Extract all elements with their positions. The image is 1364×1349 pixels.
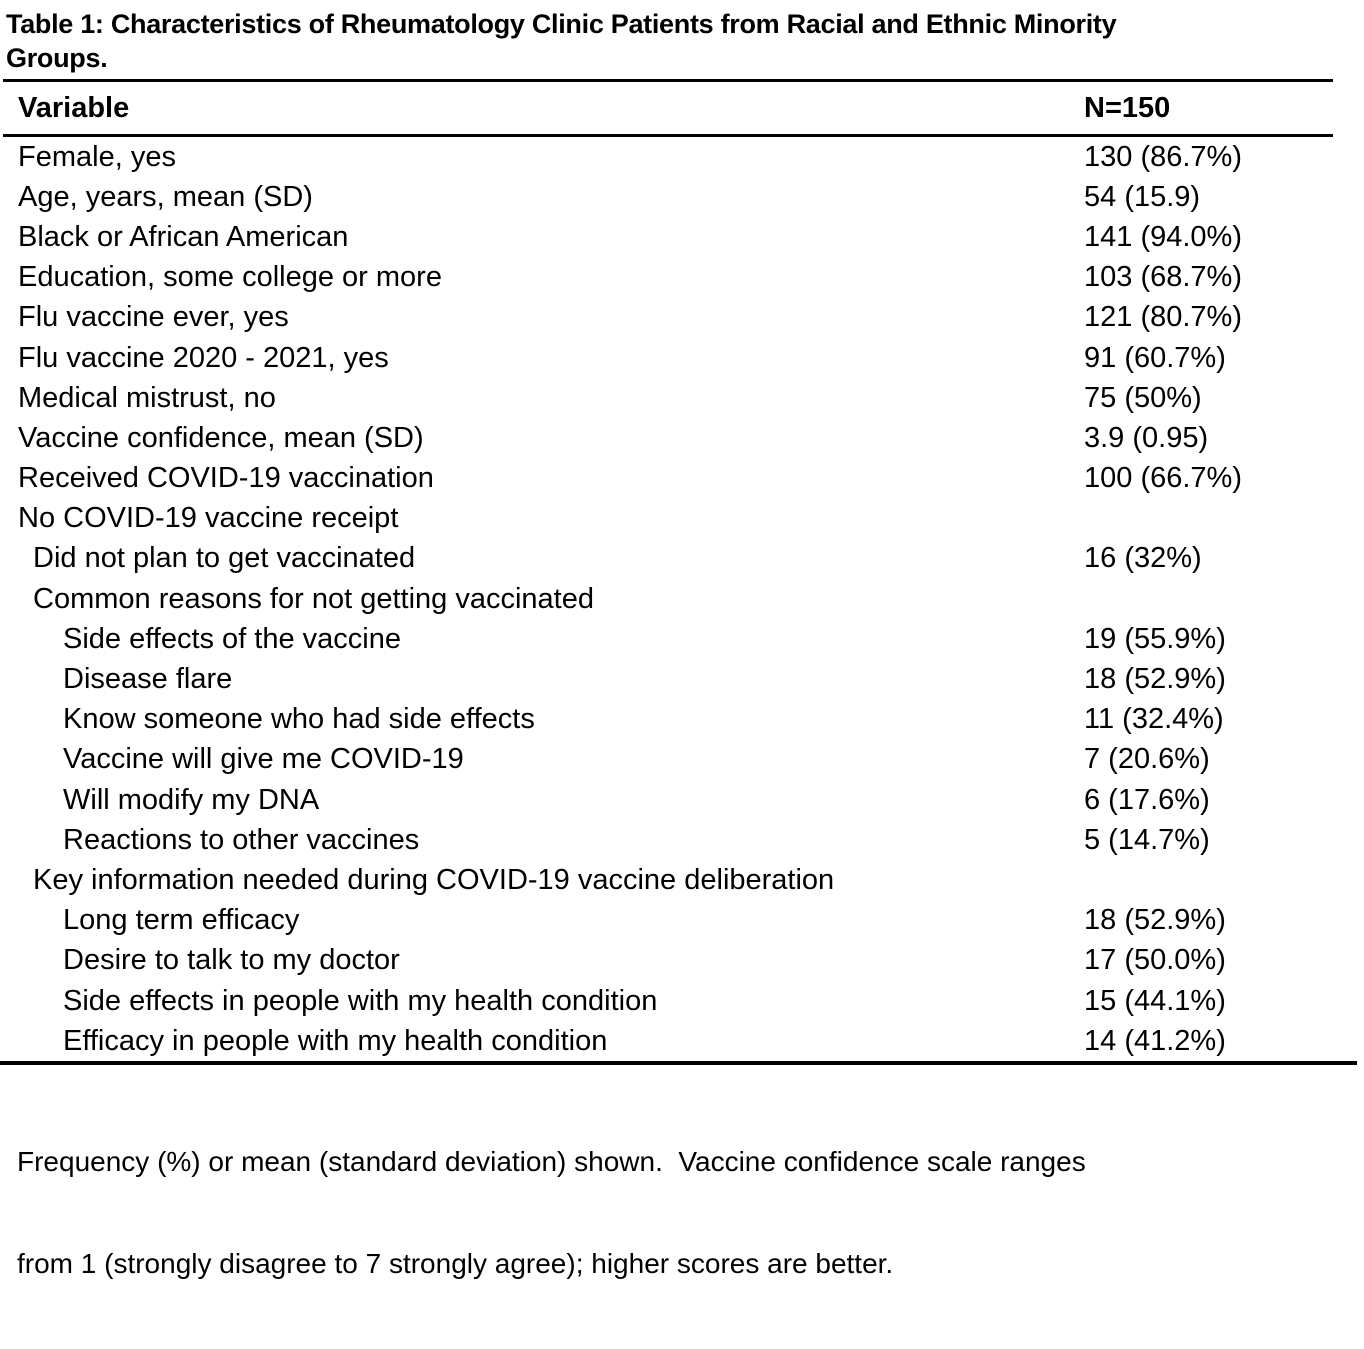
row-value: 14 (41.2%) (1084, 1024, 1226, 1057)
row-value: 18 (52.9%) (1084, 904, 1226, 937)
row-label: Education, some college or more (18, 261, 442, 294)
table-header-row (0, 82, 1364, 134)
row-label: Flu vaccine 2020 - 2021, yes (18, 341, 389, 374)
row-label: Key information needed during COVID-19 vaccine deliberation (33, 863, 835, 896)
table-row (0, 780, 1364, 820)
table-row (0, 177, 1364, 217)
table-row (0, 258, 1364, 298)
column-header-n: N=150 (1084, 91, 1171, 124)
table-row (0, 539, 1364, 579)
row-label: Reactions to other vaccines (63, 823, 420, 856)
table-row (0, 217, 1364, 257)
row-value: 17 (50.0%) (1084, 944, 1226, 977)
row-label: Female, yes (18, 140, 176, 173)
table-title-line2: Groups. (6, 43, 108, 73)
row-value: 130 (86.7%) (1084, 140, 1242, 173)
row-value: 54 (15.9) (1084, 180, 1201, 213)
row-label: Side effects of the vaccine (63, 622, 402, 655)
row-value: 91 (60.7%) (1084, 341, 1226, 374)
row-label: Flu vaccine ever, yes (18, 301, 289, 334)
row-label: Will modify my DNA (63, 783, 320, 816)
row-value: 3.9 (0.95) (1084, 421, 1209, 454)
column-header-variable: Variable (18, 91, 130, 124)
table-row (0, 860, 1364, 900)
row-value: 75 (50%) (1084, 381, 1202, 414)
row-value: 15 (44.1%) (1084, 984, 1226, 1017)
footnote-line1: Frequency (%) or mean (standard deviation) shown. Vaccine confidence scale ranges (17, 1146, 1086, 1178)
row-label: Black or African American (18, 220, 349, 253)
table-row (0, 338, 1364, 378)
table-row (0, 418, 1364, 458)
table-row (0, 820, 1364, 860)
table-row (0, 981, 1364, 1021)
table-body (0, 137, 1364, 1061)
table-row (0, 137, 1364, 177)
row-label: Side effects in people with my health condition (63, 984, 658, 1017)
table-title-line1: Table 1: Characteristics of Rheumatology Clinic Patients from Racial and Ethnic Minority (6, 9, 1117, 39)
footnote-line2: from 1 (strongly disagree to 7 strongly agree); higher scores are better. (17, 1248, 894, 1280)
table-row (0, 579, 1364, 619)
table-row (0, 298, 1364, 338)
table-title (0, 0, 1364, 75)
row-value: 7 (20.6%) (1084, 743, 1210, 776)
row-value: 121 (80.7%) (1084, 301, 1242, 334)
table-row (0, 740, 1364, 780)
table-row (0, 499, 1364, 539)
row-label: Desire to talk to my doctor (63, 944, 400, 977)
row-value: 141 (94.0%) (1084, 220, 1242, 253)
table-row (0, 941, 1364, 981)
row-label: Medical mistrust, no (18, 381, 276, 414)
row-label: Did not plan to get vaccinated (33, 542, 416, 575)
table-row (0, 459, 1364, 499)
row-label: Long term efficacy (63, 904, 300, 937)
row-value: 11 (32.4%) (1084, 703, 1224, 736)
row-value: 16 (32%) (1084, 542, 1202, 575)
table-footnote (0, 1065, 1364, 1349)
row-value: 103 (68.7%) (1084, 261, 1242, 294)
table-row (0, 1021, 1364, 1061)
row-label: Vaccine will give me COVID-19 (63, 743, 464, 776)
row-value: 6 (17.6%) (1084, 783, 1210, 816)
table-row (0, 901, 1364, 941)
table-row (0, 619, 1364, 659)
row-label: Vaccine confidence, mean (SD) (18, 421, 424, 454)
row-label: Disease flare (63, 663, 233, 696)
row-label: Age, years, mean (SD) (18, 180, 313, 213)
row-value: 5 (14.7%) (1084, 823, 1210, 856)
row-label: Common reasons for not getting vaccinated (33, 582, 594, 615)
row-label: Received COVID-19 vaccination (18, 462, 434, 495)
row-value: 19 (55.9%) (1084, 622, 1226, 655)
table-row (0, 700, 1364, 740)
row-label: Know someone who had side effects (63, 703, 535, 736)
table-row (0, 378, 1364, 418)
row-label: Efficacy in people with my health condition (63, 1024, 608, 1057)
row-label: No COVID-19 vaccine receipt (18, 502, 399, 535)
row-value: 100 (66.7%) (1084, 462, 1242, 495)
table-row (0, 659, 1364, 699)
row-value: 18 (52.9%) (1084, 663, 1226, 696)
